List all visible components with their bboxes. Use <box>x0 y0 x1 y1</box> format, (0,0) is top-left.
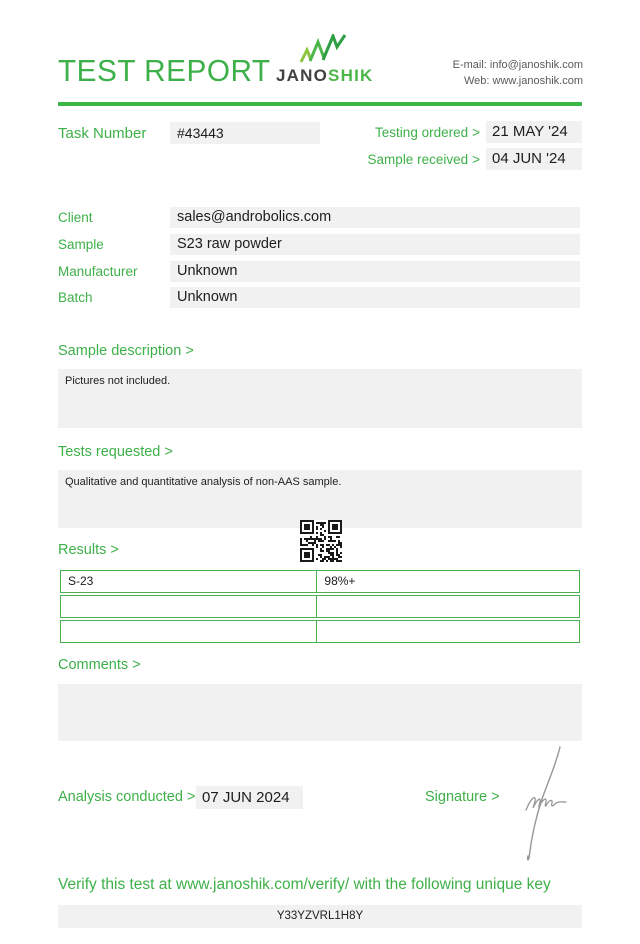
logo-wordmark <box>276 66 372 86</box>
sample-label: Sample <box>58 237 104 252</box>
batch-value: Unknown <box>170 287 580 308</box>
chart-growth-icon <box>298 34 350 64</box>
janoshik-logo <box>276 34 372 86</box>
manufacturer-label: Manufacturer <box>58 264 138 279</box>
analysis-conducted-label: Analysis conducted > <box>58 789 196 805</box>
results-table <box>60 570 580 645</box>
task-number-label: Task Number <box>58 125 147 142</box>
batch-label: Batch <box>58 290 93 305</box>
testing-ordered-row <box>375 121 582 143</box>
tests-requested-box: Qualitative and quantitative analysis of non-AAS sample. <box>58 470 582 528</box>
verify-instruction: Verify this test at www.janoshik.com/verify/ with the following unique key <box>58 876 551 893</box>
logo-word-dark: JANO <box>276 66 329 85</box>
signature-handwriting <box>504 744 582 864</box>
task-number-value: #43443 <box>170 122 320 144</box>
unique-key-value: Y33YZVRL1H8Y <box>58 905 582 928</box>
result-purity: 98%+ <box>324 574 356 588</box>
testing-ordered-label: Testing ordered <box>375 124 469 140</box>
header-divider <box>58 102 582 106</box>
manufacturer-value: Unknown <box>170 261 580 282</box>
comments-heading: Comments > <box>58 657 141 673</box>
sample-description-heading: Sample description > <box>58 343 194 359</box>
results-heading: Results > <box>58 542 119 558</box>
sample-received-row <box>368 148 582 170</box>
client-label: Client <box>58 210 93 225</box>
arrow-glyph: > <box>472 124 480 140</box>
sample-description-box: Pictures not included. <box>58 369 582 428</box>
result-substance <box>61 596 317 617</box>
result-purity <box>317 621 579 642</box>
sample-received-label: Sample received <box>367 151 469 167</box>
table-row <box>60 570 580 593</box>
qr-code <box>300 520 342 562</box>
table-row <box>60 620 580 643</box>
sample-received-value: 04 JUN '24 <box>486 148 582 170</box>
testing-ordered-value: 21 MAY '24 <box>486 121 582 143</box>
logo-word-green: SHIK <box>328 66 374 85</box>
sample-value: S23 raw powder <box>170 234 580 255</box>
arrow-glyph: > <box>472 151 480 167</box>
analysis-date-value: 07 JUN 2024 <box>196 786 303 809</box>
contact-block <box>453 57 583 89</box>
web-line: Web: www.janoshik.com <box>463 75 583 87</box>
comments-box <box>58 684 582 741</box>
table-row <box>60 595 580 618</box>
tests-requested-heading: Tests requested > <box>58 444 173 460</box>
result-purity <box>317 596 579 617</box>
result-substance: S-23 <box>61 571 317 592</box>
result-substance <box>61 621 317 642</box>
page-title: TEST REPORT <box>58 53 271 88</box>
email-line: E-mail: info@janoshik.com <box>452 59 583 71</box>
client-value: sales@androbolics.com <box>170 207 580 228</box>
signature-label: Signature > <box>425 789 500 805</box>
